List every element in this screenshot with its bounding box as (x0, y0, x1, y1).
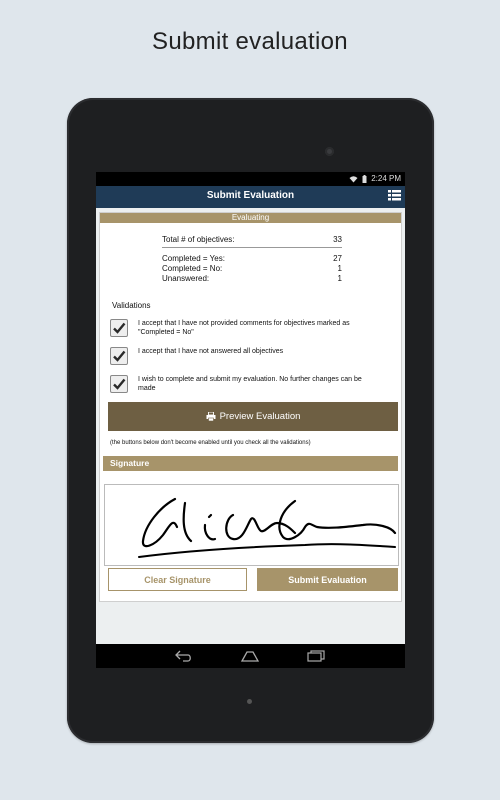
checkmark-icon (112, 321, 126, 335)
signature-pad[interactable] (104, 484, 399, 566)
checkmark-icon (112, 377, 126, 391)
validation-item (110, 347, 395, 365)
validation-item (110, 319, 395, 337)
validation-checkbox-3[interactable] (110, 375, 128, 393)
status-time: 2:24 PM (371, 174, 401, 183)
signature-drawing (105, 485, 398, 565)
system-nav-bar (96, 644, 405, 668)
validation-item (110, 375, 395, 393)
validation-checkbox-2[interactable] (110, 347, 128, 365)
unanswered-label: Unanswered: (162, 274, 210, 283)
validation-text: made (138, 385, 156, 392)
validation-text: I accept that I have not answered all objectives (138, 348, 284, 355)
completed-yes-label: Completed = Yes: (162, 254, 225, 263)
sensor-dot (247, 699, 252, 704)
checkmark-icon (112, 349, 126, 363)
app-title: Submit Evaluation (206, 190, 295, 201)
validation-text: I wish to complete and submit my evaluation. No further changes can be (138, 376, 362, 383)
validations-title: Validations (112, 301, 151, 310)
preview-button-label: Preview Evaluation (219, 411, 301, 422)
objectives-summary (162, 235, 342, 284)
status-bar (96, 172, 405, 186)
unanswered-value: 1 (337, 274, 342, 283)
validation-text: "Completed = No" (138, 329, 194, 336)
content-area (96, 208, 405, 644)
signature-header: Signature (103, 456, 398, 471)
recents-icon[interactable] (307, 650, 325, 662)
summary-divider (162, 247, 342, 248)
list-menu-icon[interactable] (388, 189, 401, 202)
validation-text: I accept that I have not provided comments for objectives marked as (138, 320, 350, 327)
completed-yes-value: 27 (333, 254, 342, 263)
clear-signature-button[interactable]: Clear Signature (108, 568, 247, 591)
total-value: 33 (333, 235, 342, 244)
app-bar (96, 186, 405, 208)
printer-icon (206, 412, 216, 421)
battery-icon (362, 175, 367, 183)
page-heading: Submit evaluation (152, 28, 348, 55)
submit-evaluation-button[interactable]: Submit Evaluation (257, 568, 398, 591)
wifi-icon (349, 175, 358, 183)
completed-no-label: Completed = No: (162, 264, 223, 273)
validation-note: (the buttons below don't become enabled until you check all the validations) (110, 440, 311, 446)
completed-no-value: 1 (337, 264, 342, 273)
back-icon[interactable] (175, 650, 193, 662)
total-label: Total # of objectives: (162, 235, 235, 244)
evaluating-header: Evaluating (100, 213, 401, 223)
preview-evaluation-button[interactable] (108, 402, 398, 431)
evaluation-card (99, 212, 402, 602)
validation-checkbox-1[interactable] (110, 319, 128, 337)
camera-icon (325, 147, 334, 156)
screen (96, 172, 405, 668)
home-icon[interactable] (241, 650, 259, 662)
